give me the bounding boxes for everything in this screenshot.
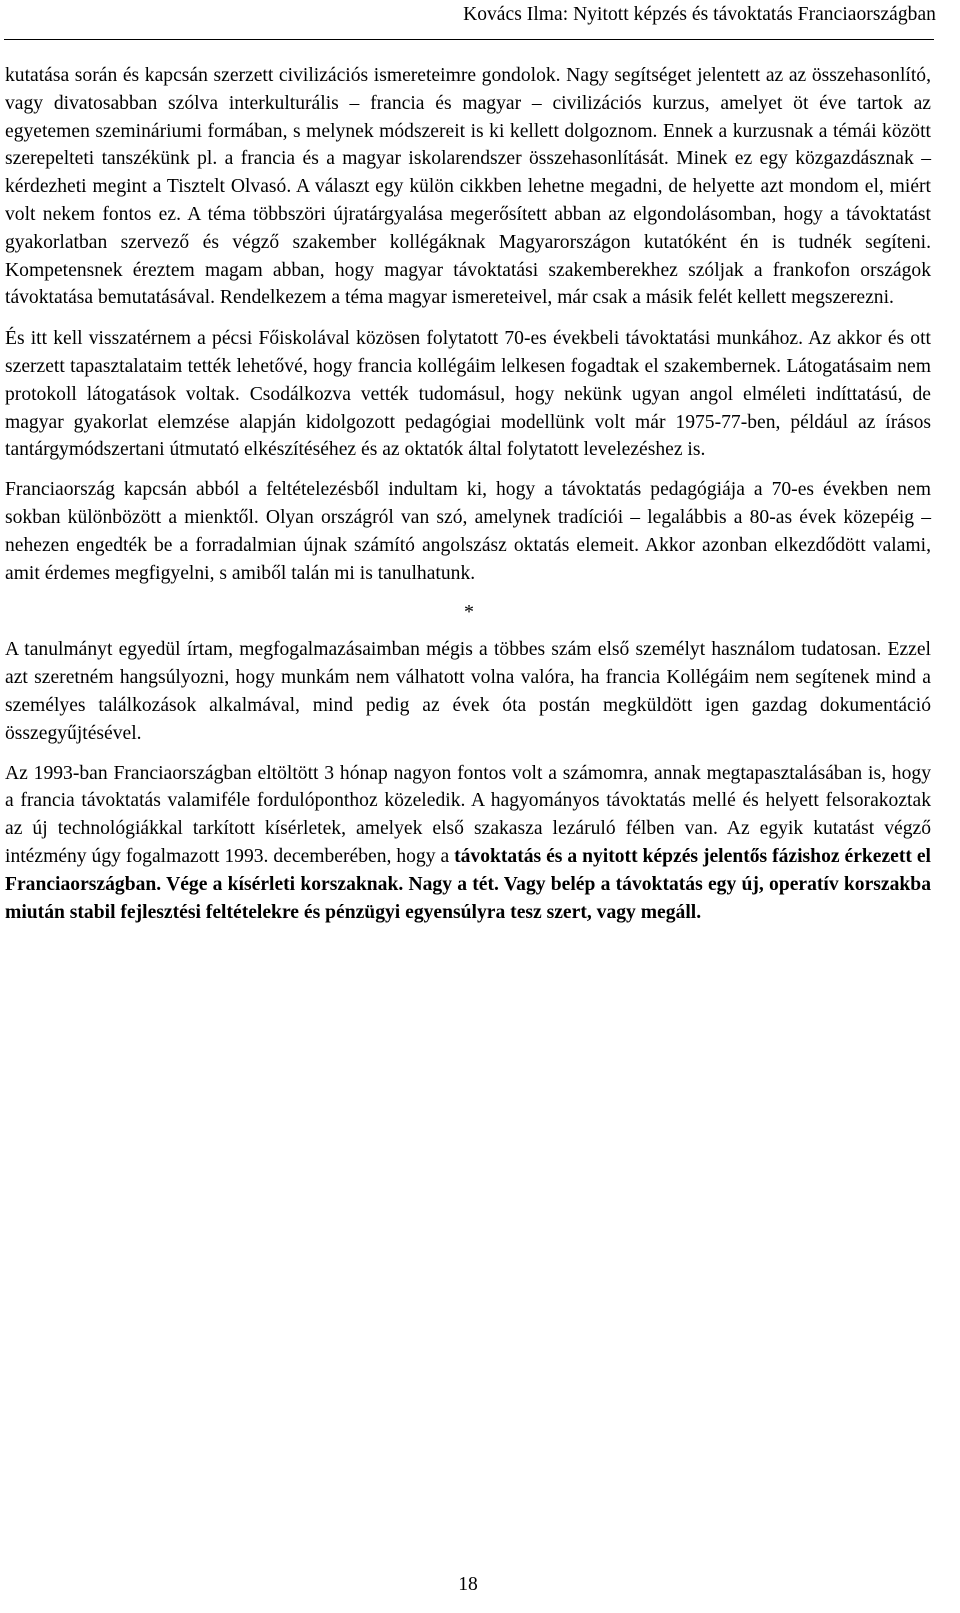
header-rule — [4, 39, 934, 40]
page-body — [5, 62, 931, 926]
running-header: Kovács Ilma: Nyitott képzés és távoktatás Franciaországban — [463, 4, 936, 25]
section-separator: * — [464, 601, 474, 624]
paragraph: Franciaország kapcsán abból a feltételezésből indultam ki, hogy a távoktatás pedagógiája a 70-es években nem sokban különbözött a mienktől. Olyan országról van szó, amelynek tradíciói – legalábbis a 80-as évek közepéig – nehezen engedték be a forradalmian újnak számító angolszász oktatás elemeit. Akkor azonban elkezdődött valami, amit érdemes megfigyelni, s amiből talán mi is tanulhatunk. — [5, 479, 931, 584]
paragraph — [5, 760, 931, 927]
paragraph: kutatása során és kapcsán szerzett civilizációs ismereteimre gondolok. Nagy segítséget jelentett az az összehasonlító, vagy divatosabban szólva interkulturális – francia és magyar – civilizációs kurzus, amelyet öt éve tartok az egyetemen szemináriumi formában, s melynek módszereit is ki kellett dolgoznom. Ennek a kurzusnak a témái között szerepelteti tanszékünk pl. a francia és a magyar iskolarendszer összehasonlítását. Minek ez egy közgazdásznak – kérdezheti megint a Tisztelt Olvasó. A választ egy külön cikkben lehetne megadni, de helyette azt mondom el, miért volt nekem fontos ez. A téma többszöri újratárgyalása megerősített abban az elgondolásomban, hogy a távoktatást gyakorlatban szervező és végző szakember kollégáknak Magyarországon kutatóként én is tudnék segíteni. Kompetensnek éreztem magam abban, hogy magyar távoktatási szakemberekhez szóljak a frankofon országok távoktatása bemutatásával. Rendelkezem a téma magyar ismereteivel, már csak a másik felét kellett megszerezni. — [5, 65, 931, 309]
page-number: 18 — [458, 1574, 478, 1595]
paragraph-text: Az 1993-ban Franciaországban eltöltött 3 hónap nagyon fontos volt a számomra, annak megtapasztalásában is, hogy a francia távoktatás valamiféle fordulóponthoz közeledik. A hagyományos távoktatás mellé és helyett felsorakoztak az új technológiákkal tarkított kísérletek, amelyek első szakasza lezáruló félben van. Az egyik kutatást végző intézmény úgy fogalmazott 1993. decemberében, hogy a — [5, 762, 931, 867]
paragraph: És itt kell visszatérnem a pécsi Főiskolával közösen folytatott 70-es évekbeli távoktatási munkához. Az akkor és ott szerzett tapasztalataim tették lehetővé, hogy francia kollégáim lelkesen fogadtak el szakembernek. Látogatásaim nem protokoll látogatások voltak. Csodálkozva vették tudomásul, hogy nekünk ugyan angol elméleti indíttatású, de magyar gyakorlat elemzése alapján kidolgozott pedagógiai modellünk volt már 1975-77-ben, például az írásos tantárgymódszertani útmutató elkészítéséhez és az oktatók által folytatott levelezéshez is. — [5, 328, 931, 461]
bold-quote: távoktatás és a nyitott képzés jelentős fázishoz érkezett el Franciaországban. Vége a kísérleti korszaknak. Nagy a tét. Vagy belép a távoktatás egy új, operatív korszakba miután stabil fejlesztési feltételekre és pénzügyi egyensúlyra tesz szert, vagy megáll. — [5, 845, 931, 923]
paragraph: A tanulmányt egyedül írtam, megfogalmazásaimban mégis a többes szám első személyt használom tudatosan. Ezzel azt szeretném hangsúlyozni, hogy munkám nem válhatott volna valóra, ha francia Kollégáim nem segítenek mind a személyes találkozások alkalmával, mind pedig az évek óta postán megküldött igen gazdag dokumentáció összegyűjtésével. — [5, 639, 931, 744]
